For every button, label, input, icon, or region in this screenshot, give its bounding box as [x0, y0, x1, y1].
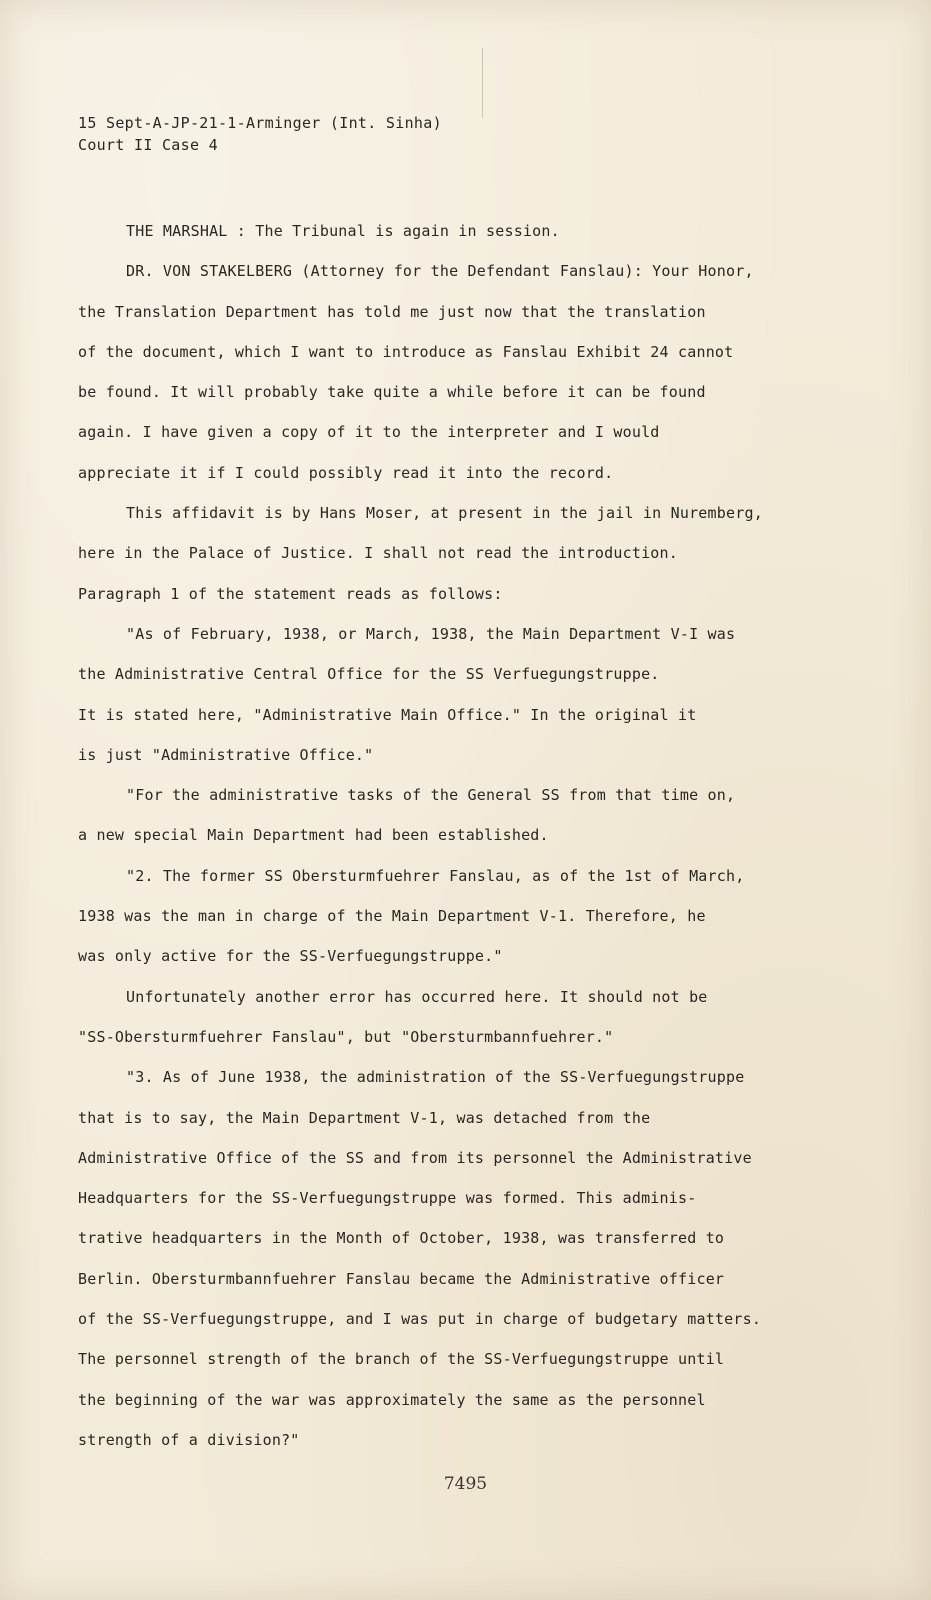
- transcript-line: "2. The former SS Obersturmfuehrer Fanslau, as of the 1st of March,: [126, 866, 745, 885]
- transcript-line: Unfortunately another error has occurred here. It should not be: [126, 987, 708, 1006]
- transcript-line: is just "Administrative Office.": [78, 745, 374, 764]
- transcript-line: the beginning of the war was approximately the same as the personnel: [78, 1390, 706, 1409]
- transcript-line: here in the Palace of Justice. I shall not read the introduction.: [78, 544, 678, 563]
- fold-mark: [482, 48, 483, 118]
- document-header: [78, 112, 442, 156]
- transcript-line: Headquarters for the SS-Verfuegungstruppe was formed. This adminis-: [78, 1189, 697, 1208]
- transcript-line: DR. VON STAKELBERG (Attorney for the Defendant Fanslau): Your Honor,: [126, 262, 754, 281]
- transcript-line: "As of February, 1938, or March, 1938, the Main Department V-I was: [126, 624, 736, 643]
- transcript-line: again. I have given a copy of it to the interpreter and I would: [78, 423, 660, 442]
- transcript-line: Administrative Office of the SS and from its personnel the Administrative: [78, 1148, 752, 1167]
- transcript-line: THE MARSHAL : The Tribunal is again in session.: [126, 222, 560, 240]
- transcript-line: This affidavit is by Hans Moser, at present in the jail in Nuremberg,: [126, 504, 763, 523]
- transcript-line: the Administrative Central Office for the SS Verfuegungstruppe.: [78, 665, 660, 684]
- transcript-line: It is stated here, "Administrative Main Office." In the original it: [78, 705, 697, 724]
- transcript-line: Paragraph 1 of the statement reads as follows:: [78, 584, 503, 603]
- transcript-line: trative headquarters in the Month of October, 1938, was transferred to: [78, 1229, 725, 1248]
- transcript-line: appreciate it if I could possibly read it into the record.: [78, 463, 614, 482]
- transcript-line: was only active for the SS-Verfuegungstruppe.": [78, 947, 503, 966]
- transcript-line: of the document, which I want to introduce as Fanslau Exhibit 24 cannot: [78, 342, 734, 361]
- header-session-line: 15 Sept-A-JP-21-1-Arminger (Int. Sinha): [78, 114, 442, 132]
- transcript-line: strength of a division?": [78, 1430, 300, 1449]
- header-court-line: Court II Case 4: [78, 136, 218, 154]
- transcript-line: 1938 was the man in charge of the Main Department V-1. Therefore, he: [78, 907, 706, 926]
- page-number: 7495: [443, 1474, 488, 1494]
- transcript-line: "SS-Obersturmfuehrer Fanslau", but "Obersturmbannfuehrer.": [78, 1027, 614, 1046]
- transcript-line: Berlin. Obersturmbannfuehrer Fanslau became the Administrative officer: [78, 1269, 725, 1288]
- transcript-line: be found. It will probably take quite a while before it can be found: [78, 383, 706, 402]
- transcript-line: that is to say, the Main Department V-1, was detached from the: [78, 1108, 651, 1127]
- transcript-line: of the SS-Verfuegungstruppe, and I was put in charge of budgetary matters.: [78, 1310, 762, 1329]
- transcript-body: [78, 211, 848, 1460]
- transcript-line: "3. As of June 1938, the administration of the SS-Verfuegungstruppe: [126, 1068, 745, 1087]
- transcript-line: The personnel strength of the branch of the SS-Verfuegungstruppe until: [78, 1350, 725, 1369]
- transcript-line: a new special Main Department had been established.: [78, 826, 549, 845]
- transcript-line: "For the administrative tasks of the General SS from that time on,: [126, 786, 736, 805]
- transcript-line: the Translation Department has told me just now that the translation: [78, 302, 706, 321]
